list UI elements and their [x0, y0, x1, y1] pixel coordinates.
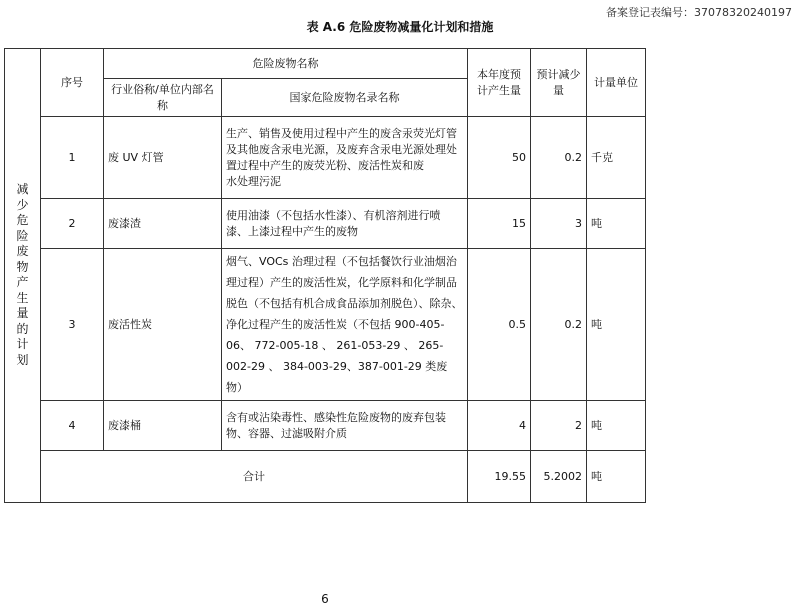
unit-cell: 千克	[587, 117, 646, 199]
header-annual-estimate: 本年度预计产生量	[468, 49, 531, 117]
industry-name-cell: 废活性炭	[104, 249, 222, 401]
table-row	[5, 199, 646, 249]
seq-cell: 4	[41, 401, 104, 451]
catalog-name-cell: 含有或沾染毒性、感染性危险废物的废弃包装 物、容器、过滤吸附介质	[222, 401, 468, 451]
total-row	[5, 451, 646, 503]
seq-cell: 1	[41, 117, 104, 199]
table-row	[5, 249, 646, 401]
header-row-1	[5, 49, 646, 79]
header-seq: 序号	[41, 49, 104, 117]
table-row	[5, 401, 646, 451]
unit-cell: 吨	[587, 249, 646, 401]
header-waste-name-group: 危险废物名称	[104, 49, 468, 79]
unit-cell: 吨	[587, 199, 646, 249]
header-unit: 计量单位	[587, 49, 646, 117]
annual-estimate-cell: 4	[468, 401, 531, 451]
catalog-name-cell: 生产、销售及使用过程中产生的废含汞荧光灯管及其他废含汞电光源，及废弃含汞电光源处理处置过程中产生的废荧光粉、废活性炭和废 水处理污泥	[222, 117, 468, 199]
expected-reduction-cell: 0.2	[531, 117, 587, 199]
total-label: 合计	[41, 451, 468, 503]
total-annual-estimate: 19.55	[468, 451, 531, 503]
industry-name-cell: 废 UV 灯管	[104, 117, 222, 199]
seq-cell: 2	[41, 199, 104, 249]
header-catalog-name: 国家危险废物名录名称	[222, 79, 468, 117]
annual-estimate-cell: 0.5	[468, 249, 531, 401]
table-title: 表 A.6 危险废物减量化计划和措施	[306, 20, 494, 34]
catalog-name-cell: 使用油漆（不包括水性漆）、有机溶剂进行喷 漆、上漆过程中产生的废物	[222, 199, 468, 249]
expected-reduction-cell: 2	[531, 401, 587, 451]
total-expected-reduction: 5.2002	[531, 451, 587, 503]
page-number: 6	[321, 592, 329, 606]
waste-reduction-table	[4, 48, 646, 503]
industry-name-cell: 废漆桶	[104, 401, 222, 451]
header-expected-reduction: 预计减少量	[531, 49, 587, 117]
header-industry-name: 行业俗称/单位内部名称	[104, 79, 222, 117]
registration-number: 备案登记表编号：37078320240197	[606, 6, 792, 19]
industry-name-cell: 废漆渣	[104, 199, 222, 249]
expected-reduction-cell: 3	[531, 199, 587, 249]
side-label: 减少危险废物产生量的计划	[5, 49, 41, 503]
annual-estimate-cell: 15	[468, 199, 531, 249]
total-unit: 吨	[587, 451, 646, 503]
table-row	[5, 117, 646, 199]
expected-reduction-cell: 0.2	[531, 249, 587, 401]
unit-cell: 吨	[587, 401, 646, 451]
annual-estimate-cell: 50	[468, 117, 531, 199]
seq-cell: 3	[41, 249, 104, 401]
catalog-name-cell: 烟气、VOCs 治理过程（不包括餐饮行业油烟治理过程）产生的废活性炭，化学原料和化学制品脱色（不包括有机合成食品添加剂脱色）、除杂、净化过程产生的废活性炭（不包括 900-405-06、 772-005-18 、 261-053-29 、 265-002-29 、 384-003-29、387-001-29 类废物）	[222, 249, 468, 401]
